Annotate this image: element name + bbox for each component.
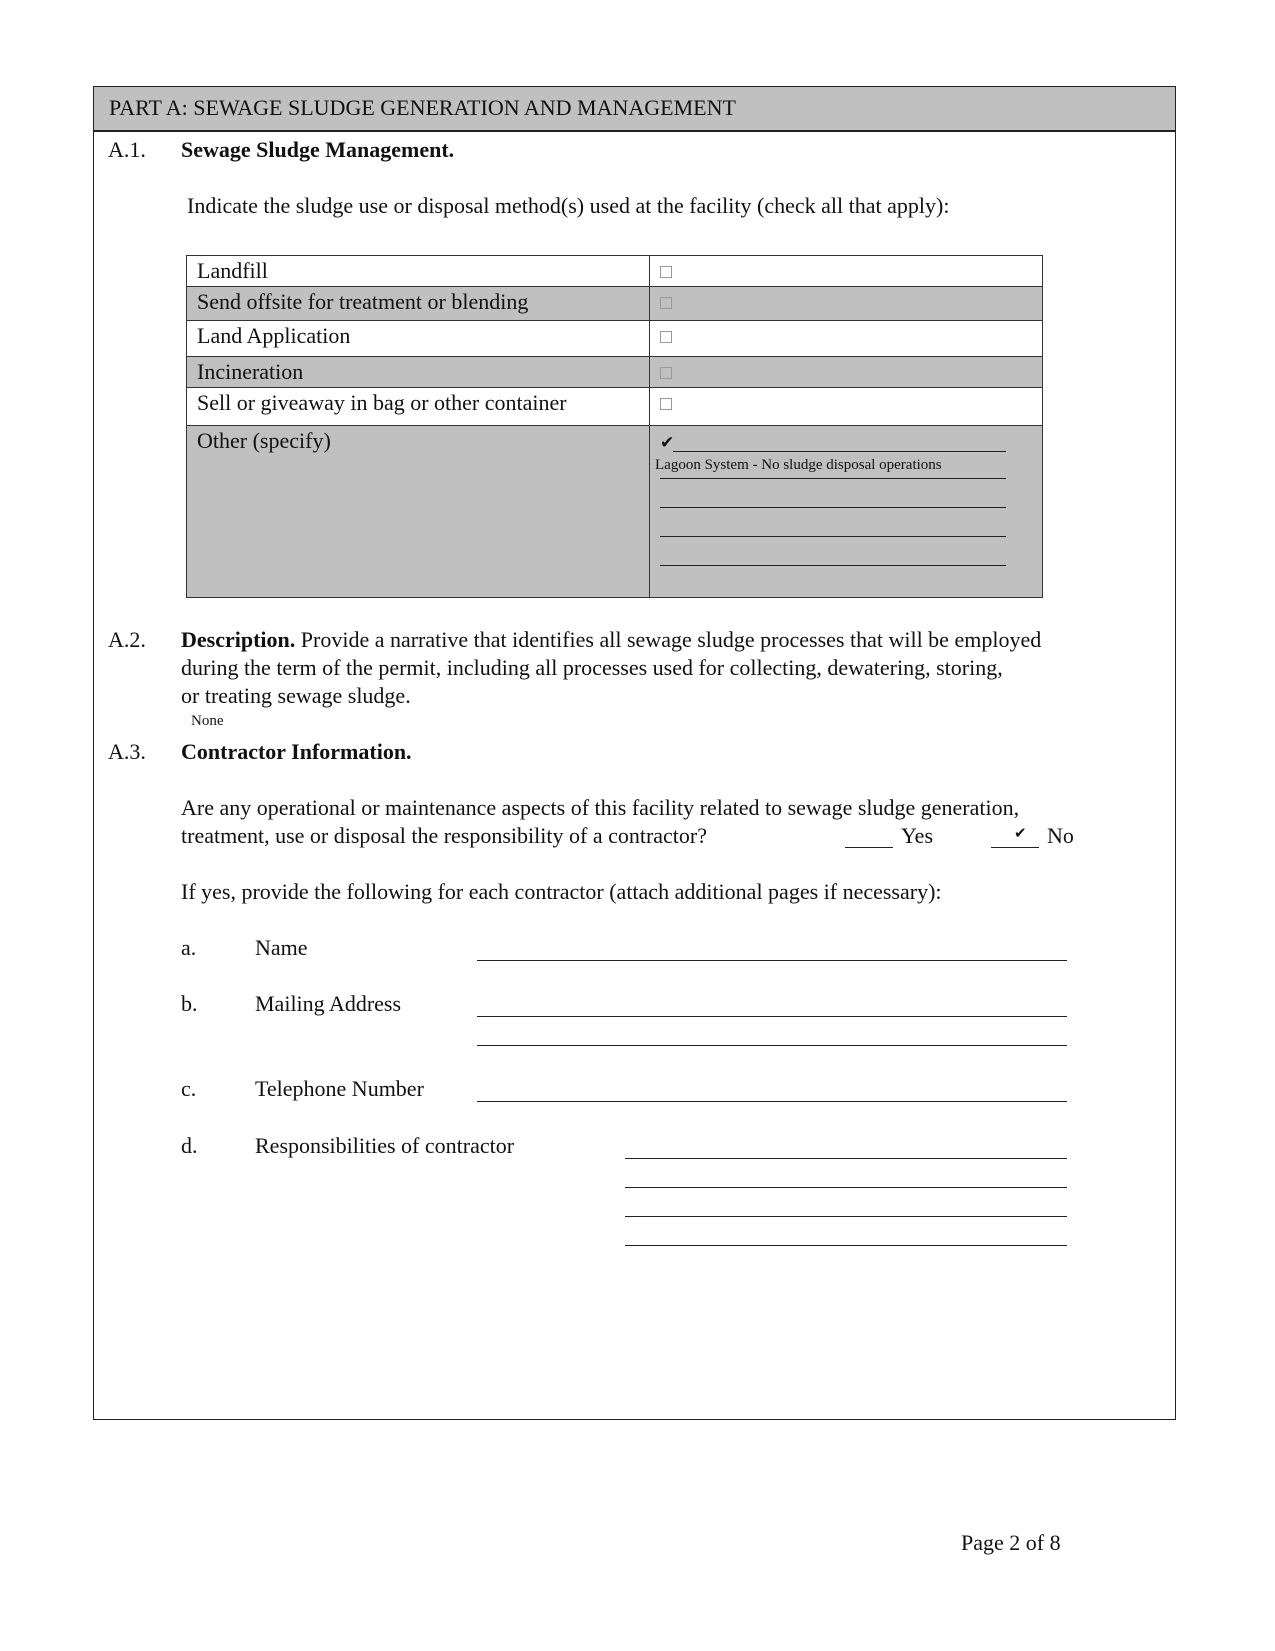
checkbox-sell-giveaway[interactable] [660, 398, 672, 410]
checkbox-offsite[interactable] [660, 297, 672, 309]
method-label: Other (specify) [187, 426, 650, 598]
field-label-telephone: Telephone Number [255, 1076, 424, 1101]
disposal-methods-table [186, 255, 1043, 598]
no-label: No [1047, 823, 1074, 848]
field-label-mailing-address: Mailing Address [255, 991, 402, 1016]
contractor-question-line2: treatment, use or disposal the responsibility of a contractor? [181, 823, 708, 848]
section-a3-number: A.3. [108, 739, 146, 764]
method-row-landfill [187, 256, 1043, 287]
responsibilities-line-2[interactable] [625, 1187, 1067, 1188]
no-check-mark: ✔ [1014, 824, 1027, 842]
other-specify-line-2 [660, 478, 1006, 479]
field-label-name: Name [255, 935, 308, 960]
contractor-question-line1: Are any operational or maintenance aspects of this facility related to sewage sludge generation, [181, 795, 1020, 820]
other-specify-line-3 [660, 507, 1006, 508]
method-label: Incineration [187, 357, 650, 388]
field-letter: d. [181, 1133, 198, 1158]
other-specify-line-4 [660, 536, 1006, 537]
telephone-field-line[interactable] [477, 1101, 1067, 1102]
checkbox-landfill[interactable] [660, 266, 672, 278]
other-specify-value[interactable]: Lagoon System - No sludge disposal operations [655, 457, 942, 473]
checkbox-other-checked[interactable]: ✔ [660, 433, 675, 453]
field-letter: a. [181, 935, 197, 960]
method-label: Landfill [187, 256, 650, 287]
field-letter: b. [181, 991, 198, 1016]
method-row-sell-giveaway [187, 388, 1043, 426]
field-letter: c. [181, 1076, 197, 1101]
other-specify-line-5 [660, 565, 1006, 566]
section-a1-instruction: Indicate the sludge use or disposal method(s) used at the facility (check all that apply): [187, 193, 950, 218]
name-field-line[interactable] [477, 960, 1067, 961]
responsibilities-line-4[interactable] [625, 1245, 1067, 1246]
other-specify-line-1 [673, 451, 1006, 452]
method-row-land-application [187, 321, 1043, 357]
section-a2-title: Description. [181, 627, 296, 652]
section-a1-title: Sewage Sludge Management. [181, 137, 455, 162]
section-a2-line3: or treating sewage sludge. [181, 683, 411, 708]
yes-answer-line[interactable] [845, 847, 893, 848]
section-a3-title: Contractor Information. [181, 739, 412, 764]
checkbox-land-application[interactable] [660, 331, 672, 343]
section-a2-line2: during the term of the permit, including all processes used for collecting, dewatering, storing, [181, 655, 1003, 680]
if-yes-instruction: If yes, provide the following for each contractor (attach additional pages if necessary): [181, 879, 942, 904]
yes-label: Yes [901, 823, 934, 848]
responsibilities-line-3[interactable] [625, 1216, 1067, 1217]
method-label: Sell or giveaway in bag or other container [187, 388, 650, 426]
part-title: PART A: SEWAGE SLUDGE GENERATION AND MANAGEMENT [93, 86, 1176, 132]
section-a2-answer[interactable]: None [191, 713, 224, 729]
method-row-offsite [187, 287, 1043, 321]
checkbox-incineration[interactable] [660, 367, 672, 379]
mailing-address-line-1[interactable] [477, 1016, 1067, 1017]
mailing-address-line-2[interactable] [477, 1045, 1067, 1046]
page-number: Page 2 of 8 [961, 1530, 1061, 1555]
method-label: Land Application [187, 321, 650, 357]
field-label-responsibilities: Responsibilities of contractor [255, 1133, 515, 1158]
method-row-incineration [187, 357, 1043, 388]
responsibilities-line-1[interactable] [625, 1158, 1067, 1159]
no-answer-line[interactable] [991, 847, 1039, 848]
section-a1-number: A.1. [108, 137, 146, 162]
method-label: Send offsite for treatment or blending [187, 287, 650, 321]
section-a2-text: Provide a narrative that identifies all sewage sludge processes that will be employed [295, 627, 1042, 652]
section-a2-number: A.2. [108, 627, 146, 652]
section-a2-line1 [181, 627, 1041, 653]
